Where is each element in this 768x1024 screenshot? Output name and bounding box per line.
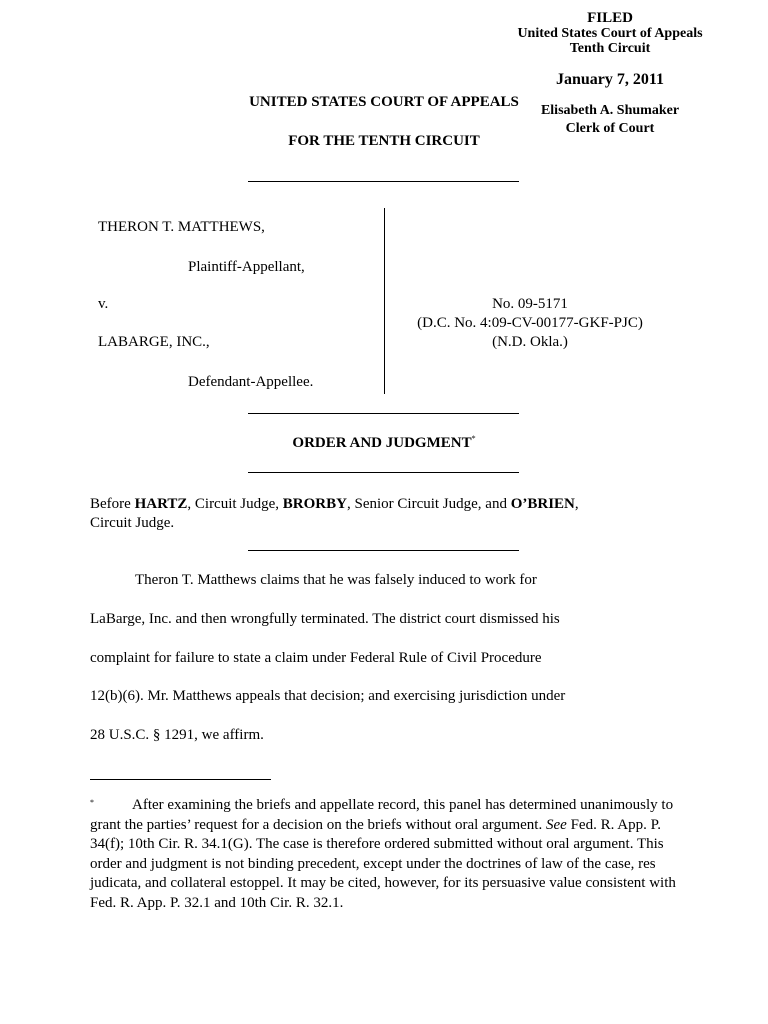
order-title-text: ORDER AND JUDGMENT (292, 435, 472, 451)
panel-line-2: Circuit Judge. (90, 515, 175, 531)
filed-stamp-date: January 7, 2011 (555, 71, 664, 88)
defendant-role: Defendant-Appellee. (188, 374, 314, 390)
plaintiff-name: THERON T. MATTHEWS, (98, 219, 265, 235)
defendant-name: LABARGE, INC., (98, 334, 210, 350)
footnote-see: See (545, 816, 567, 833)
footnote (90, 796, 685, 913)
footnote-divider (90, 779, 271, 780)
panel-line (90, 495, 680, 533)
body-line: 12(b)(6). Mr. Matthews appeals that decision; and exercising jurisdiction under (90, 688, 566, 704)
judge-brorby-title: , Senior Circuit Judge, and (346, 496, 507, 512)
case-number: No. 09-5171 (492, 296, 568, 312)
court-title: UNITED STATES COURT OF APPEALS (249, 94, 519, 110)
judge-brorby: BRORBY (282, 496, 347, 512)
filed-stamp-clerk-title: Clerk of Court (565, 121, 655, 136)
district-court: (N.D. Okla.) (492, 334, 568, 350)
versus-text: v. (98, 296, 109, 312)
body-line: LaBarge, Inc. and then wrongfully terminated. The district court dismissed his (90, 611, 560, 627)
judge-hartz-title: , Circuit Judge, (187, 496, 280, 512)
filed-stamp-circuit: Tenth Circuit (569, 41, 651, 56)
judge-obrien-comma: , (574, 496, 579, 512)
plaintiff-role: Plaintiff-Appellant, (188, 259, 305, 275)
footnote-marker: * (90, 798, 94, 807)
footnote-text-2: Fed. R. App. P. 34(f); 10th Cir. R. 34.1(G). The case is therefore ordered submitted without oral argument. This order and judgment is not binding precedent, except under the doctrines of law of the case, res judicata, and collateral estoppel. It may be cited, however, for its persuasive value consistent with Fed. R. App. P. 32.1 and 10th Cir. R. 32.1. (90, 816, 676, 911)
filed-stamp-court: United States Court of Appeals (517, 26, 703, 41)
judge-obrien: O’BRIEN (510, 496, 575, 512)
footnote-text-1: After examining the briefs and appellate record, this panel has determined unanimously to grant the parties’ request for a decision on the briefs without oral argument. (90, 797, 674, 833)
order-title (200, 435, 568, 452)
body-line: 28 U.S.C. § 1291, we affirm. (90, 727, 264, 743)
panel-divider (248, 550, 519, 551)
circuit-title: FOR THE TENTH CIRCUIT (288, 133, 480, 149)
district-case-number: (D.C. No. 4:09-CV-00177-GKF-PJC) (417, 315, 643, 331)
body-line: Theron T. Matthews claims that he was falsely induced to work for (135, 572, 537, 588)
body-line: complaint for failure to state a claim under Federal Rule of Civil Procedure (90, 650, 542, 666)
filed-stamp-clerk-name: Elisabeth A. Shumaker (540, 103, 680, 118)
header-divider (248, 181, 519, 182)
order-footnote-marker: * (471, 434, 476, 443)
filed-stamp-label: FILED (587, 10, 633, 26)
before-label: Before (90, 496, 131, 512)
caption-divider-bottom (248, 413, 519, 414)
order-title-divider (248, 472, 519, 473)
judge-hartz: HARTZ (134, 496, 188, 512)
